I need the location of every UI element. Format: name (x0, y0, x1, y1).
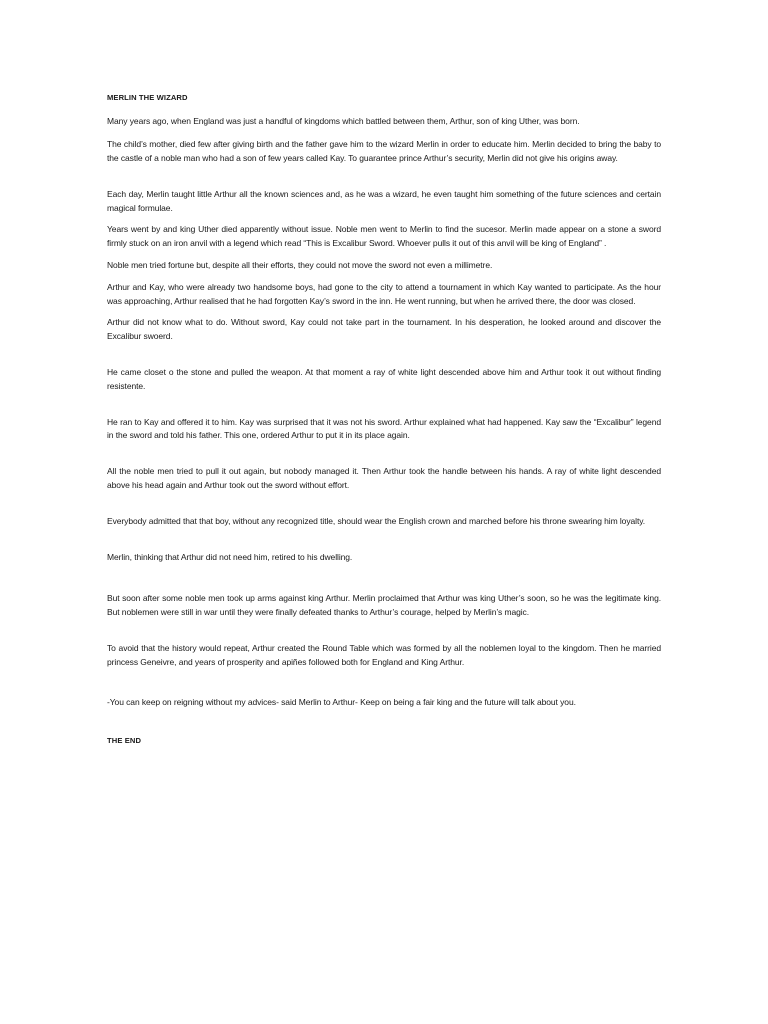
paragraph-9: He ran to Kay and offered it to him. Kay was surprised that it was not his sword. Arthur explained what had happened. Kay saw the “Excalibur” legend in the sword and told his father. This one, ordered Arthur to put it in its place again. (107, 416, 661, 441)
document-title: MERLIN THE WIZARD (107, 93, 188, 102)
paragraph-11: Everybody admitted that that boy, without any recognized title, should wear the English crown and marched before his throne swearing him loyalty. (107, 515, 646, 526)
paragraph-10: All the noble men tried to pull it out again, but nobody managed it. Then Arthur took the handle between his hands. A ray of white light descended above his head again and Arthur took out the sword without effort. (107, 466, 661, 491)
paragraph-8: He came closet o the stone and pulled the weapon. At that moment a ray of white light descended above him and Arthur took it out without finding resistente. (107, 367, 661, 391)
paragraph-2: The child’s mother, died few after giving birth and the father gave him to the wizard Merlin in order to educate him. Merlin decided to bring the baby to the castle of a noble man who had a son of few years called Kay. To guarantee prince Arthur’s security, Merlin did not give his origins away. (107, 139, 661, 164)
document-page (107, 92, 661, 748)
paragraph-13: But soon after some noble men took up arms against king Arthur. Merlin proclaimed that Arthur was king Uther’s soon, so he was the legitimate king. But noblemen were still in war until they were finally defeated thanks to Arthur’s courage, helped by Merlin’s magic. (107, 593, 661, 618)
paragraph-15: -You can keep on reigning without my advices- said Merlin to Arthur- Keep on being a fair king and the future will talk about you. (107, 696, 576, 707)
paragraph-7: Arthur did not know what to do. Without sword, Kay could not take part in the tournament. In his desperation, he looked around and discover the Excalibur swoerd. (107, 317, 661, 342)
paragraph-1: Many years ago, when England was just a handful of kingdoms which battled between them, Arthur, son of king Uther, was born. (107, 115, 580, 126)
paragraph-14: To avoid that the history would repeat, Arthur created the Round Table which was formed by all the noblemen loyal to the kingdom. Then he married princess Geneivre, and years of prosperity and apiñes followed both for England and King Arthur. (107, 643, 661, 667)
paragraph-4: Years went by and king Uther died apparently without issue. Noble men went to Merlin to find the sucesor. Merlin made appear on a stone a sword firmly stuck on an iron anvil with a legend which read “This is Excalibur Sword. Whoever pulls it out of this anvil will be king of England” . (107, 224, 661, 249)
paragraph-12: Merlin, thinking that Arthur did not need him, retired to his dwelling. (107, 551, 353, 562)
paragraph-5: Noble men tried fortune but, despite all their efforts, they could not move the sword not even a millimetre. (107, 260, 493, 271)
paragraph-3: Each day, Merlin taught little Arthur all the known sciences and, as he was a wizard, he even taught him something of the future sciences and certain magical formulae. (107, 188, 661, 213)
end-heading: THE END (107, 736, 142, 746)
paragraph-6: Arthur and Kay, who were already two handsome boys, had gone to the city to attend a tournament in which Kay wanted to participate. As the hour was approaching, Arthur realised that he had forgotten Kay’s sword in the inn. He went running, but when he arrived there, the door was closed. (107, 281, 661, 306)
